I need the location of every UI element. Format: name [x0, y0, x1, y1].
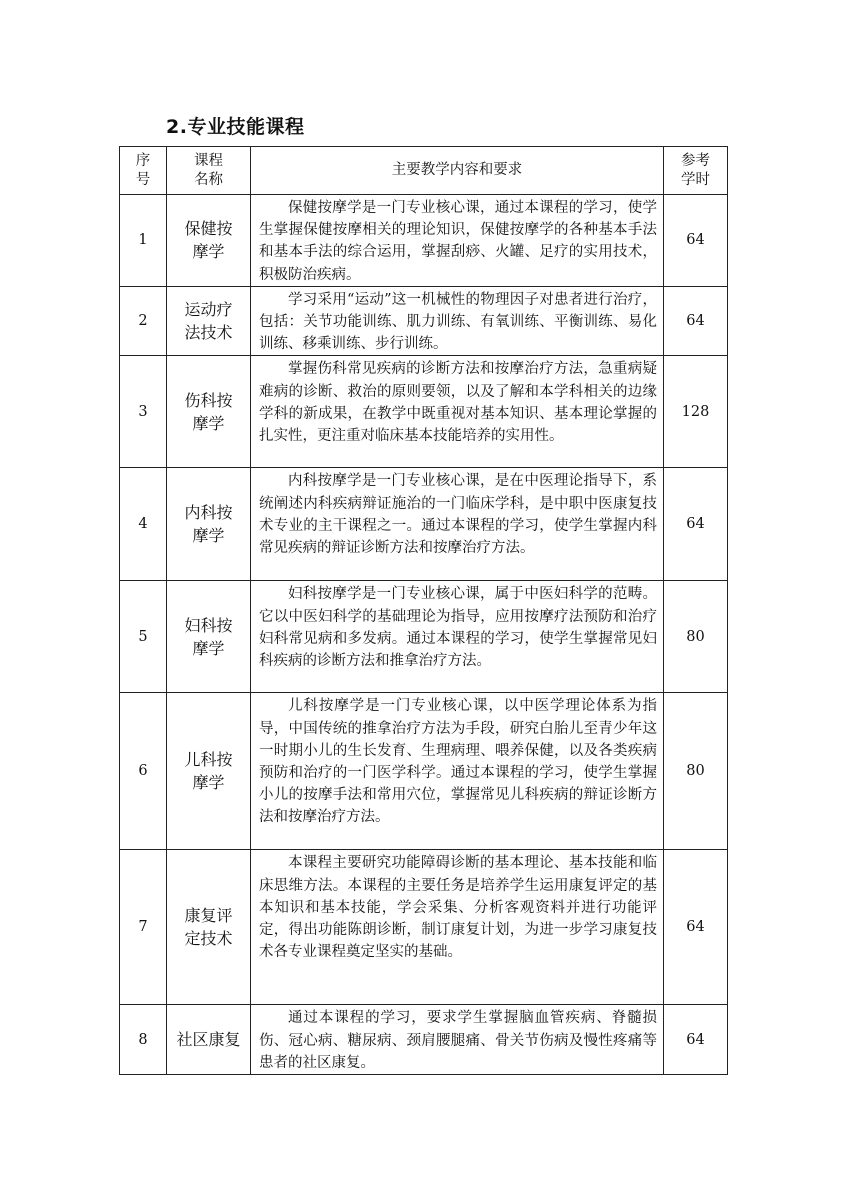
header-content: 主要教学内容和要求 [251, 147, 664, 195]
course-content: 保健按摩学是一门专业核心课，通过本课程的学习，使学生掌握保健按摩相关的理论知识，保健按摩学的各种基本手法和基本手法的综合运用，掌握刮痧、火罐、足疗的实用技术，积极防治疾病。 [251, 195, 664, 287]
course-hours: 64 [664, 195, 728, 287]
course-hours: 80 [664, 693, 728, 850]
course-content: 儿科按摩学是一门专业核心课，以中医学理论体系为指导，中国传统的推拿治疗方法为手段，研究白胎儿至青少年这一时期小儿的生长发育、生理病理、喂养保健，以及各类疾病预防和治疗的一门医学科学。通过本课程的学习，使学生掌握小儿的按摩手法和常用穴位，掌握常见儿科疾病的辩证诊断方法和按摩治疗方法。 [251, 693, 664, 850]
table-row [120, 356, 728, 468]
course-content: 妇科按摩学是一门专业核心课，属于中医妇科学的范畴。它以中医妇科学的基础理论为指导，应用按摩疗法预防和治疗妇科常见病和多发病。通过本课程的学习，使学生掌握常见妇科疾病的诊断方法和推拿治疗方法。 [251, 581, 664, 693]
course-hours: 64 [664, 286, 728, 356]
row-number: 2 [120, 286, 167, 356]
table-row [120, 581, 728, 693]
course-name: 保健按摩学 [167, 195, 251, 287]
row-number: 5 [120, 581, 167, 693]
course-name: 内科按摩学 [167, 468, 251, 581]
row-number: 4 [120, 468, 167, 581]
course-hours: 64 [664, 850, 728, 1005]
section-title: 2.专业技能课程 [166, 116, 305, 138]
course-hours: 64 [664, 1005, 728, 1075]
course-hours: 64 [664, 468, 728, 581]
row-number: 6 [120, 693, 167, 850]
header-no: 序号 [120, 147, 167, 195]
course-hours: 128 [664, 356, 728, 468]
course-name: 伤科按摩学 [167, 356, 251, 468]
table-header-row [120, 147, 728, 195]
header-hours: 参考学时 [664, 147, 728, 195]
course-name: 运动疗法技术 [167, 286, 251, 356]
row-number: 3 [120, 356, 167, 468]
course-content: 内科按摩学是一门专业核心课，是在中医理论指导下，系统阐述内科疾病辩证施治的一门临床学科，是中职中医康复技术专业的主干课程之一。通过本课程的学习，使学生掌握内科常见疾病的辩证诊断方法和按摩治疗方法。 [251, 468, 664, 581]
course-content: 学习采用“运动”这一机械性的物理因子对患者进行治疗，包括：关节功能训练、肌力训练、有氧训练、平衡训练、易化训练、移乘训练、步行训练。 [251, 286, 664, 356]
course-name: 社区康复 [167, 1005, 251, 1075]
course-name: 儿科按摩学 [167, 693, 251, 850]
table-row [120, 468, 728, 581]
course-content: 本课程主要研究功能障碍诊断的基本理论、基本技能和临床思维方法。本课程的主要任务是培养学生运用康复评定的基本知识和基本技能，学会采集、分析客观资料并进行功能评定，得出功能陈朗诊断，制订康复计划，为进一步学习康复技术各专业课程奠定坚实的基础。 [251, 850, 664, 1005]
table-row [120, 286, 728, 356]
table-row [120, 693, 728, 850]
header-name: 课程名称 [167, 147, 251, 195]
course-content: 通过本课程的学习，要求学生掌握脑血管疾病、脊髓损伤、冠心病、糖尿病、颈肩腰腿痛、骨关节伤病及慢性疼痛等患者的社区康复。 [251, 1005, 664, 1075]
course-hours: 80 [664, 581, 728, 693]
course-table [119, 146, 728, 1075]
table-row [120, 1005, 728, 1075]
table-row [120, 195, 728, 287]
row-number: 7 [120, 850, 167, 1005]
course-content: 掌握伤科常见疾病的诊断方法和按摩治疗方法，急重病疑难病的诊断、救治的原则要领，以及了解和本学科相关的边缘学科的新成果，在教学中既重视对基本知识、基本理论掌握的扎实性，更注重对临床基本技能培养的实用性。 [251, 356, 664, 468]
row-number: 8 [120, 1005, 167, 1075]
course-name: 康复评定技术 [167, 850, 251, 1005]
row-number: 1 [120, 195, 167, 287]
course-name: 妇科按摩学 [167, 581, 251, 693]
table-row [120, 850, 728, 1005]
